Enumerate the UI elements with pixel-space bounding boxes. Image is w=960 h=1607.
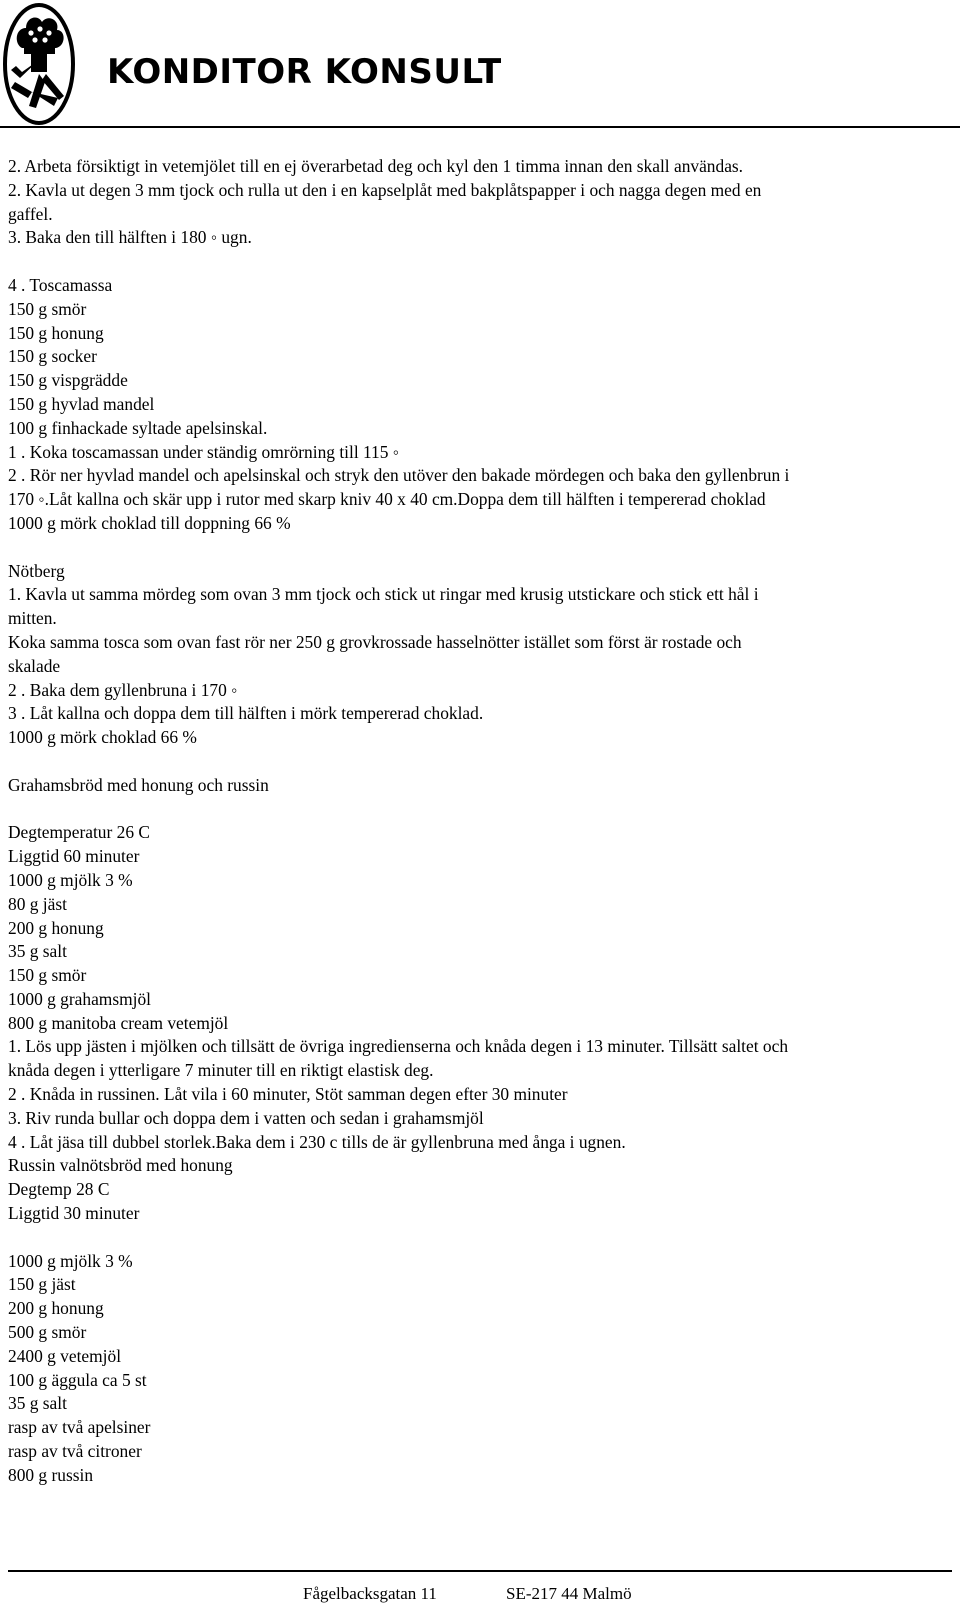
text-line: 1000 g mörk choklad 66 % [8,727,197,748]
text-line: 2. Arbeta försiktigt in vetemjölet till en ej överarbetad deg och kyl den 1 timma innan den skall användas. [8,156,744,176]
blank-line [8,798,953,822]
text-line: 2 . Knåda in russinen. Låt vila i 60 minuter, Stöt samman degen efter 30 minuter [8,1084,568,1105]
text-line: mitten. [8,608,57,629]
letterhead [0,0,960,130]
text-line: 150 g smör [8,298,87,319]
text-line: 150 g smör [8,965,87,986]
text-line: 1. Kavla ut samma mördeg som ovan 3 mm tjock och stick ut ringar med krusig utstickare och stick ett hål i [8,584,759,605]
text-line: rasp av två citroner [8,1441,142,1462]
text-line: Grahamsbröd med honung och russin [8,774,269,795]
footer-divider [8,1570,952,1572]
text-line: Nötberg [8,560,65,581]
text-line: 4 . Toscamassa [8,274,113,295]
blank-line [8,536,953,560]
text-line: 150 g jäst [8,1274,76,1295]
text-line: 2. Kavla ut degen 3 mm tjock och rulla ut den i en kapselplåt med bakplåtspapper i och nagga degen med en [8,179,762,200]
text-line: 1000 g mörk choklad till doppning 66 % [8,512,291,533]
text-line: skalade [8,655,61,676]
text-line: 100 g finhackade syltade apelsinskal. [8,417,268,438]
text-line: 2400 g vetemjöl [8,1345,122,1366]
brand-name: KONDITOR KONSULT [107,52,502,92]
header-divider [0,126,960,128]
text-line: rasp av två apelsiner [8,1417,151,1438]
text-line: 170 ◦.Låt kallna och skär upp i rutor med skarp kniv 40 x 40 cm.Doppa dem till hälften i tempererad choklad [8,489,766,510]
text-line: 1000 g grahamsmjöl [8,988,151,1009]
text-line: 800 g manitoba cream vetemjöl [8,1012,229,1033]
blank-line [8,1226,953,1250]
text-line: 200 g honung [8,917,104,938]
document-body [8,155,953,1488]
text-line: Russin valnötsbröd med honung [8,1155,233,1176]
text-line: 35 g salt [8,1393,67,1414]
text-line: gaffel. [8,203,53,224]
text-line: Liggtid 60 minuter [8,846,140,867]
text-line: 500 g smör [8,1322,87,1343]
text-line: 150 g hyvlad mandel [8,393,155,414]
text-line: 100 g äggula ca 5 st [8,1369,147,1390]
text-line: 4 . Låt jäsa till dubbel storlek.Baka dem i 230 c tills de är gyllenbruna med ånga i ugnen. [8,1131,626,1152]
text-line: 2 . Baka dem gyllenbruna i 170 ◦ [8,679,238,700]
blank-line [8,750,953,774]
text-line: knåda degen i ytterligare 7 minuter till en riktigt elastisk deg. [8,1060,434,1081]
text-line: 1. Lös upp jästen i mjölken och tillsätt de övriga ingredienserna och knåda degen i 13 minuter. Tillsätt saltet och [8,1036,789,1057]
footer-street-address: Fågelbacksgatan 11 [303,1584,437,1603]
text-line: 2 . Rör ner hyvlad mandel och apelsinskal och stryk den utöver den bakade mördegen och baka den gyllenbrun i [8,465,790,486]
chef-hat-logo-icon [2,2,76,126]
footer-city-address: SE-217 44 Malmö [506,1584,632,1603]
text-line: 800 g russin [8,1464,94,1485]
text-line: 200 g honung [8,1298,104,1319]
text-line: 35 g salt [8,941,67,962]
text-line: Koka samma tosca som ovan fast rör ner 250 g grovkrossade hasselnötter istället som först är rostade och [8,631,742,652]
text-line: 1000 g mjölk 3 % [8,1250,133,1271]
text-line: 150 g honung [8,322,104,343]
text-line: 3. Riv runda bullar och doppa dem i vatten och sedan i grahamsmjöl [8,1107,484,1128]
text-line: Degtemperatur 26 C [8,822,150,843]
text-line: 80 g jäst [8,893,67,914]
text-line: 3 . Låt kallna och doppa dem till hälften i mörk tempererad choklad. [8,703,484,724]
text-line: 150 g vispgrädde [8,370,128,391]
text-line: Liggtid 30 minuter [8,1203,140,1224]
text-line: 1 . Koka toscamassan under ständig omrörning till 115 ◦ [8,441,399,462]
text-line: Degtemp 28 C [8,1179,110,1200]
text-line: 1000 g mjölk 3 % [8,869,133,890]
blank-line [8,250,953,274]
text-line: 150 g socker [8,346,97,367]
text-line: 3. Baka den till hälften i 180 ◦ ugn. [8,227,252,248]
